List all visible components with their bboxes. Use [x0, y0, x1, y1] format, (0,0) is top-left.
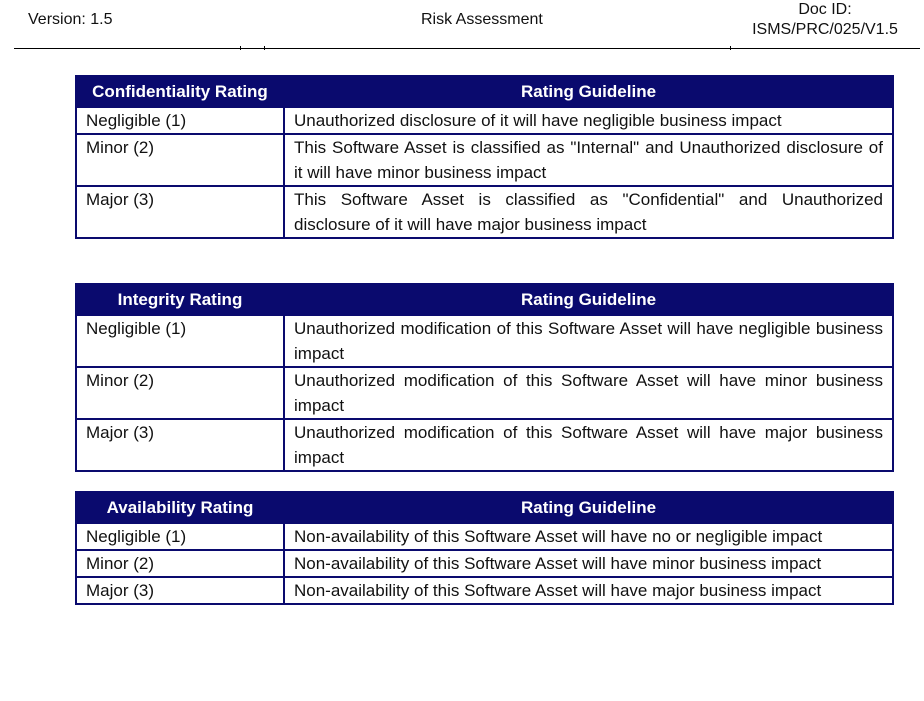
guideline-cell: Non-availability of this Software Asset will have no or negligible impact	[284, 523, 893, 550]
header-rule-tick	[240, 46, 241, 50]
guideline-cell: Unauthorized modification of this Software Asset will have negligible business impact	[284, 315, 893, 367]
page-header	[0, 0, 924, 50]
guideline-cell: This Software Asset is classified as "Internal" and Unauthorized disclosure of it will have minor business impact	[284, 134, 893, 186]
table-row	[76, 367, 893, 419]
guideline-column-header: Rating Guideline	[284, 76, 893, 107]
guideline-cell: Non-availability of this Software Asset will have minor business impact	[284, 550, 893, 577]
rating-cell: Major (3)	[76, 186, 284, 238]
rating-cell: Minor (2)	[76, 134, 284, 186]
table-row	[76, 107, 893, 134]
rating-cell: Minor (2)	[76, 550, 284, 577]
table-header-row	[76, 76, 893, 107]
availability-rating-table	[75, 491, 894, 605]
table-row	[76, 419, 893, 471]
table-row	[76, 523, 893, 550]
document-id	[730, 0, 920, 40]
table-row	[76, 550, 893, 577]
rating-column-header: Availability Rating	[76, 492, 284, 523]
rating-column-header: Integrity Rating	[76, 284, 284, 315]
guideline-cell: This Software Asset is classified as "Confidential" and Unauthorized disclosure of it will have major business impact	[284, 186, 893, 238]
table-row	[76, 577, 893, 604]
document-title: Risk Assessment	[421, 11, 543, 28]
table-row	[76, 186, 893, 238]
header-rule	[14, 48, 920, 49]
table-header-row	[76, 492, 893, 523]
rating-cell: Negligible (1)	[76, 107, 284, 134]
guideline-column-header: Rating Guideline	[284, 284, 893, 315]
document-version: Version: 1.5	[28, 11, 113, 28]
rating-column-header: Confidentiality Rating	[76, 76, 284, 107]
guideline-cell: Non-availability of this Software Asset will have major business impact	[284, 577, 893, 604]
table-row	[76, 315, 893, 367]
rating-cell: Major (3)	[76, 419, 284, 471]
guideline-cell: Unauthorized modification of this Software Asset will have minor business impact	[284, 367, 893, 419]
header-rule-tick	[264, 46, 265, 50]
table-header-row	[76, 284, 893, 315]
guideline-column-header: Rating Guideline	[284, 492, 893, 523]
integrity-rating-table	[75, 283, 894, 472]
confidentiality-rating-table	[75, 75, 894, 239]
rating-cell: Major (3)	[76, 577, 284, 604]
rating-cell: Negligible (1)	[76, 315, 284, 367]
table-row	[76, 134, 893, 186]
rating-cell: Minor (2)	[76, 367, 284, 419]
doc-id-label: Doc ID:	[798, 1, 852, 18]
guideline-cell: Unauthorized disclosure of it will have negligible business impact	[284, 107, 893, 134]
doc-id-value: ISMS/PRC/025/V1.5	[752, 21, 898, 38]
header-rule-tick	[730, 46, 731, 50]
rating-cell: Negligible (1)	[76, 523, 284, 550]
guideline-cell: Unauthorized modification of this Software Asset will have major business impact	[284, 419, 893, 471]
